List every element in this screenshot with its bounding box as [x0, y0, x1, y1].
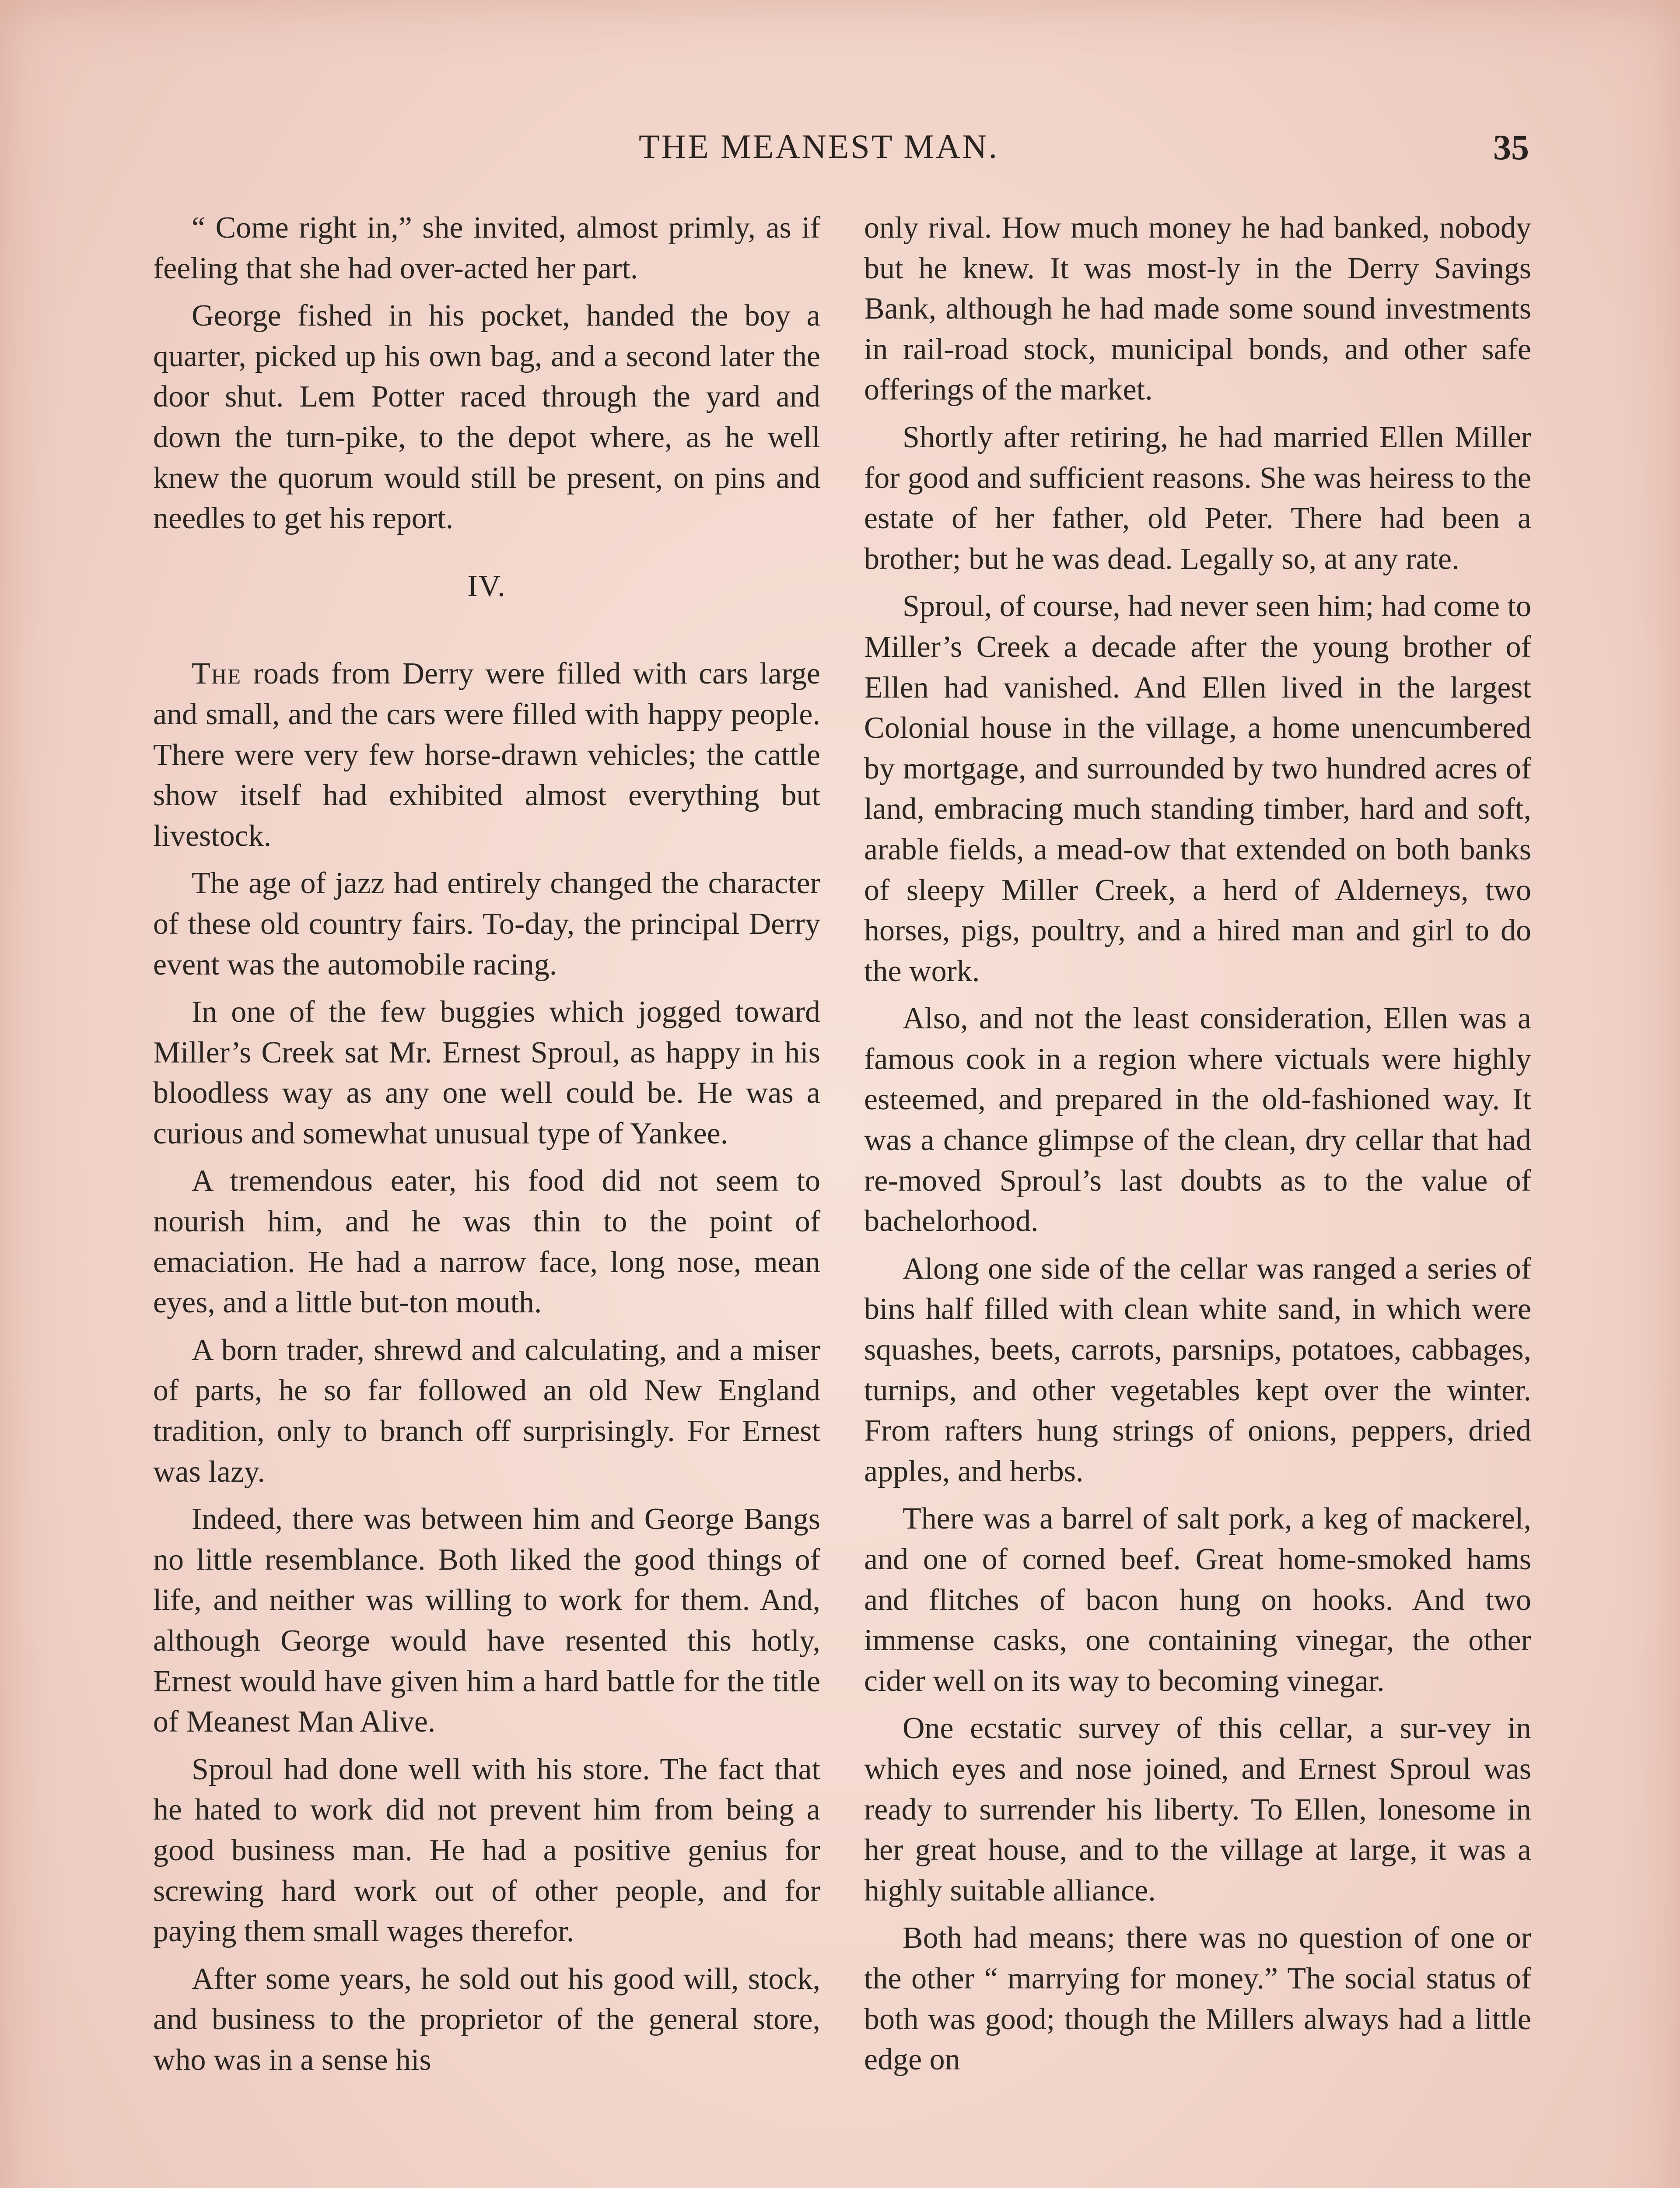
- section-heading: IV.: [467, 569, 506, 603]
- paragraph: One ecstatic survey of this cellar, a sur-vey in which eyes and nose joined, and Ernest Sproul was ready to surrender his liberty. To Ellen, lonesome in her great house, and to the village at large, it was a highly suitable alliance.: [864, 1711, 1531, 1907]
- paragraph: After some years, he sold out his good will, stock, and business to the proprietor of the general store, who was in a sense his: [153, 1962, 820, 2077]
- section-opening-paragraph: [153, 654, 820, 856]
- text-columns: [153, 208, 1531, 2088]
- paragraph: Both had means; there was no question of one or the other “ marrying for money.” The social status of both was good; though the Millers always had a little edge on: [864, 1921, 1531, 2077]
- paragraph: “ Come right in,” she invited, almost primly, as if feeling that she had over-acted her part.: [153, 211, 820, 285]
- paragraph: George fished in his pocket, handed the boy a quarter, picked up his own bag, and a second later the door shut. Lem Potter raced through the yard and down the turn-pike, to the depot where, as he well knew the quorum would still be present, on pins and needles to get his report.: [153, 299, 820, 536]
- page-number: 35: [1493, 127, 1529, 167]
- drop-word: The: [192, 657, 242, 691]
- paragraph-text: roads from Derry were filled with cars large and small, and the cars were filled with happy people. There were very few horse-drawn vehicles; the cattle show itself had exhibited almost everything but livestock.: [153, 657, 820, 853]
- running-title: THE MEANEST MAN.: [639, 127, 999, 165]
- paragraph: Sproul, of course, had never seen him; had come to Miller’s Creek a decade after the young brother of Ellen had vanished. And Ellen lived in the largest Colonial house in the village, a home unencumbered by mortgage, and surrounded by two hundred acres of land, embracing much standing timber, hard and soft, arable fields, a mead-ow that extended on both banks of sleepy Miller Creek, a herd of Alderneys, two horses, pigs, poultry, and a hired man and girl to do the work.: [864, 589, 1531, 988]
- paragraph: A born trader, shrewd and calculating, and a miser of parts, he so far followed an old New England tradition, only to branch off surprisingly. For Ernest was lazy.: [153, 1333, 820, 1489]
- paragraph: Also, and not the least consideration, Ellen was a famous cook in a region where victuals were highly esteemed, and prepared in the old-fashioned way. It was a chance glimpse of the clean, dry cellar that had re-moved Sproul’s last doubts as to the value of bachelorhood.: [864, 1002, 1531, 1238]
- paragraph: Shortly after retiring, he had married Ellen Miller for good and sufficient reasons. She was heiress to the estate of her father, old Peter. There had been a brother; but he was dead. Legally so, at any rate.: [864, 420, 1531, 576]
- paragraph: A tremendous eater, his food did not seem to nourish him, and he was thin to the point of emaciation. He had a narrow face, long nose, mean eyes, and a little but-ton mouth.: [153, 1164, 820, 1320]
- page-header: [0, 127, 1680, 179]
- paragraph: Indeed, there was between him and George Bangs no little resemblance. Both liked the good things of life, and neither was willing to work for them. And, although George would have resented this hotly, Ernest would have given him a hard battle for the title of Meanest Man Alive.: [153, 1502, 820, 1739]
- left-column: [153, 208, 820, 2088]
- paragraph: Along one side of the cellar was ranged a series of bins half filled with clean white sand, in which were squashes, beets, carrots, parsnips, potatoes, cabbages, turnips, and other vegetables kept over the winter. From rafters hung strings of onions, peppers, dried apples, and herbs.: [864, 1252, 1531, 1488]
- paragraph: Sproul had done well with his store. The fact that he hated to work did not prevent him from being a good business man. He had a positive genius for screwing hard work out of other people, and for paying them small wages therefor.: [153, 1752, 820, 1949]
- continued-paragraph: only rival. How much money he had banked, nobody but he knew. It was most-ly in the Derry Savings Bank, although he had made some sound investments in rail-road stock, municipal bonds, and other safe offerings of the market.: [864, 211, 1531, 407]
- paragraph: The age of jazz had entirely changed the character of these old country fairs. To-day, the principal Derry event was the automobile racing.: [153, 866, 820, 982]
- paragraph: In one of the few buggies which jogged toward Miller’s Creek sat Mr. Ernest Sproul, as happy in his bloodless way as any one well could be. He was a curious and somewhat unusual type of Yankee.: [153, 995, 820, 1150]
- paragraph: There was a barrel of salt pork, a keg of mackerel, and one of corned beef. Great home-smoked hams and flitches of bacon hung on hooks. And two immense casks, one containing vinegar, the other cider well on its way to becoming vinegar.: [864, 1502, 1531, 1698]
- right-column: [864, 208, 1531, 2088]
